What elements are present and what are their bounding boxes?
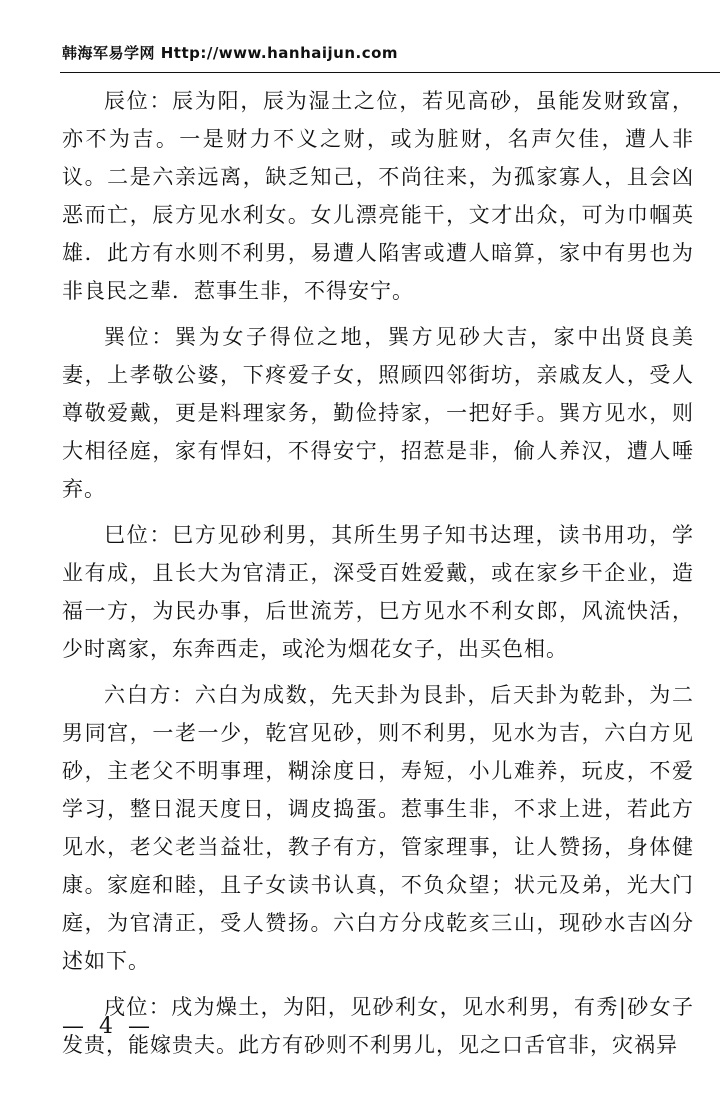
paragraph-xu-position: 戌位：戌为燥土，为阳，见砂利女，见水利男，有秀|砂女子发贵，能嫁贵夫。此方有砂则不利男儿，见之口舌官非，灾祸异 [62, 995, 694, 1057]
running-header: 韩海军易学网 Http://www.hanhaijun.com [62, 44, 399, 62]
paragraph-chen-position: 辰位：辰为阳，辰为湿土之位，若见高砂，虽能发财致富，亦不为吉。一是财力不义之财，或为脏财，名声欠佳，遭人非议。二是六亲远离，缺乏知己，不尚往来，为孤家寡人，且会凶恶而亡，辰方见水利女。女儿漂亮能干，文才出众，可为巾帼英雄．此方有水则不利男，易遭人陷害或遭人暗算，家中有男也为非良民之辈．惹事生非，不得安宁。 [62, 89, 694, 303]
paragraph-six-white: 六白方：六白为成数，先天卦为艮卦，后天卦为乾卦，为二男同宫，一老一少，乾宫见砂，则不利男，见水为吉，六白方见砂，主老父不明事理，糊涂度日，寿短，小儿难养，玩皮，不爱学习，整日混天度日，调皮捣蛋。惹事生非，不求上进，若此方见水，老父老当益壮，教子有方，管家理事，让人赞扬，身体健康。家庭和睦，且子女读书认真，不负众望；状元及弟，光大门庭，为官清正，受人赞扬。六白方分戌乾亥三山，现砂水吉凶分述如下。 [62, 683, 694, 973]
body-text [62, 82, 694, 1072]
paragraph-xun-position: 巽位：巽为女子得位之地，巽方见砂大吉，家中出贤良美妻，上孝敬公婆，下疼爱子女，照顾四邻街坊，亲戚友人，受人尊敬爱戴，更是料理家务，勤俭持家，一把好手。巽方见水，则大相径庭，家有悍妇，不得安宁，招惹是非，偷人养汉，遭人唾弃。 [62, 325, 694, 501]
page-number: — 4 — [62, 1014, 154, 1039]
paragraph-si-position: 巳位：巳方见砂利男，其所生男子知书达理，读书用功，学业有成，且长大为官清正，深受百姓爱戴，或在家乡干企业，造福一方，为民办事，后世流芳，巳方见水不利女郎，风流快活，少时离家，东奔西走，或沦为烟花女子，出买色相。 [62, 523, 694, 661]
header-divider [60, 72, 720, 73]
